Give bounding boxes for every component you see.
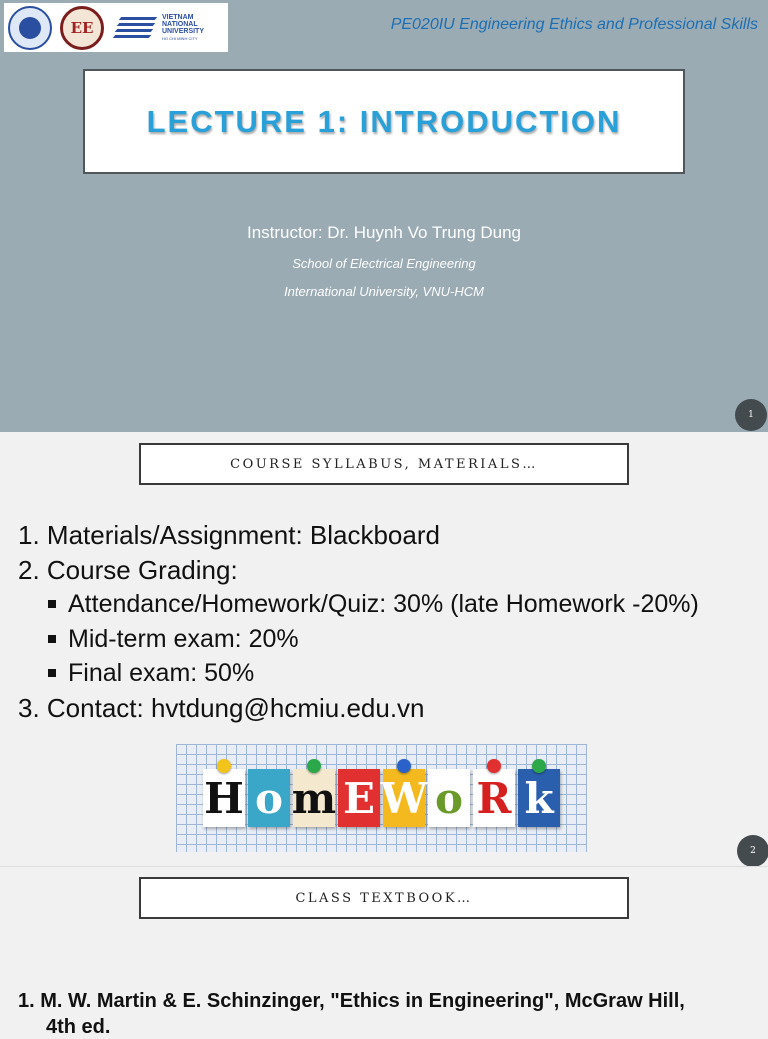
slide-number-badge: 1 [735,399,767,431]
vnu-line3: UNIVERSITY [162,27,205,35]
homework-letter: E [338,769,380,827]
homework-letter: W [383,769,425,827]
course-title: PE020IU Engineering Ethics and Professional Skills [390,16,758,33]
homework-letter: R [473,769,515,827]
bullet-icon [48,635,56,643]
homework-letter: o [428,769,470,827]
slide-1 [0,0,768,432]
homework-letter: H [203,769,245,827]
homework-letter: o [248,769,290,827]
grading-final: Final exam: 50% [68,659,255,687]
grading-midterm: Mid-term exam: 20% [68,624,299,653]
sub-list-item [18,622,699,657]
homework-letter: k [518,769,560,827]
list-item: 2. Course Grading: [18,554,238,585]
school-name: School of Electrical Engineering [292,256,476,271]
vnu-line2: NATIONAL [162,20,198,28]
grading-attendance: Attendance/Homework/Quiz: 30% (late Homework -20%) [68,590,699,618]
contact-item: 3. Contact: hvtdung@hcmiu.edu.vn [18,692,425,723]
instructor-name: Instructor: Dr. Huynh Vo Trung Dung [246,223,522,242]
homework-image [176,744,587,852]
syllabus-header: COURSE SYLLABUS, MATERIALS… [139,443,629,485]
slide-2 [0,432,768,866]
textbook-edition: 4th ed. [46,1016,111,1038]
vnu-logo [112,11,204,45]
textbook-reference: 1. M. W. Martin & E. Schinzinger, "Ethics in Engineering", McGraw Hill, [18,990,685,1012]
homework-letter: m [293,769,335,827]
vnu-mark-icon [112,11,158,45]
textbook-header: CLASS TEXTBOOK… [139,877,629,919]
university-name: International University, VNU-HCM [284,284,484,299]
slide-3 [0,866,768,1038]
logo-strip [4,3,228,52]
bullet-icon [48,600,56,608]
iu-logo [8,6,52,50]
syllabus-list [18,518,699,725]
sub-list-item [18,656,699,691]
ee-logo [60,6,104,50]
list-item: 1. Materials/Assignment: Blackboard [18,520,440,550]
ee-logo-letters: EE [70,18,94,37]
slide-number-badge: 2 [737,835,768,867]
title-box [83,69,685,174]
vnu-line1: VIETNAM [162,13,194,21]
lecture-title: LECTURE 1: INTRODUCTION [146,103,622,139]
sub-list-item [18,587,699,622]
vnu-line4: HO CHI MINH CITY [162,35,198,41]
bullet-icon [48,669,56,677]
